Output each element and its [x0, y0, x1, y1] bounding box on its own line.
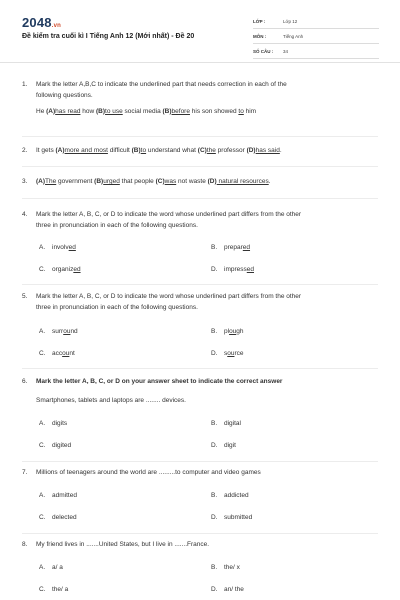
option-text: organiz	[52, 266, 74, 273]
option-letter: A.	[39, 244, 46, 251]
option-a[interactable]	[39, 564, 63, 571]
meta-count-label: SỐ CÂU :	[253, 48, 274, 54]
text: difficult	[107, 147, 132, 154]
question-number: 4.	[22, 211, 28, 218]
option-letter: D.	[211, 266, 218, 273]
underlined-part: to	[238, 108, 244, 115]
option-b[interactable]	[211, 564, 240, 571]
underlined-part: has read	[55, 108, 81, 115]
option-letter: C.	[39, 350, 46, 357]
text: social media	[122, 108, 163, 115]
site-logo[interactable]	[22, 15, 61, 30]
underlined-part: has said	[255, 147, 280, 154]
question-sentence	[36, 177, 378, 188]
meta-class-value: Lớp 12	[283, 18, 298, 24]
underlined-part: ed	[242, 244, 251, 251]
question-instruction: Mark the letter A, B, C, or D to indicate the word whose underlined part differs from the other	[36, 293, 302, 300]
question-instruction: following questions.	[36, 91, 93, 99]
marker: (B)	[162, 108, 172, 115]
question-sentence: Millions of teenagers around the world are .........to computer and video games	[36, 469, 261, 476]
question-number: 6.	[22, 378, 28, 385]
option-text: a/ a	[52, 564, 63, 571]
divider	[22, 461, 378, 462]
question-instruction: Mark the letter A,B,C to indicate the underlined part that needs correction in each of the	[36, 81, 287, 88]
option-b[interactable]	[211, 244, 250, 251]
underlined-part: ed	[73, 266, 81, 273]
text: understand what	[146, 147, 198, 154]
question-number: 1.	[22, 81, 28, 88]
option-d[interactable]	[211, 442, 236, 449]
question-number: 8.	[22, 541, 28, 548]
option-letter: D.	[211, 514, 218, 521]
question-number: 2.	[22, 147, 28, 154]
option-c[interactable]	[39, 350, 75, 357]
option-letter: B.	[211, 492, 218, 499]
underlined-part: to	[140, 147, 147, 154]
question-body	[36, 210, 378, 231]
option-letter: C.	[39, 266, 46, 273]
option-letter: B.	[211, 328, 218, 335]
option-letter: D.	[211, 442, 218, 449]
question-body	[36, 146, 378, 157]
divider	[22, 198, 378, 199]
text: He	[36, 108, 47, 115]
underlined-part: The	[45, 178, 57, 185]
text: government	[56, 178, 95, 185]
underlined-part: natural resources	[216, 178, 269, 185]
question-2	[22, 146, 378, 157]
option-d[interactable]	[211, 266, 254, 273]
underlined-part: ou	[229, 328, 237, 335]
text: him	[243, 108, 257, 115]
option-b[interactable]	[211, 328, 244, 335]
meta-count	[253, 44, 379, 59]
exam-meta	[253, 14, 379, 59]
option-text: addicted	[224, 492, 249, 499]
option-a[interactable]	[39, 244, 76, 251]
question-body	[36, 177, 378, 188]
text: .	[268, 178, 271, 185]
marker: (C)	[155, 178, 165, 185]
option-text: the/ a	[52, 586, 69, 593]
text: professor	[215, 147, 247, 154]
text: .	[279, 147, 282, 154]
divider	[22, 533, 378, 534]
option-d[interactable]	[211, 350, 244, 357]
option-c[interactable]	[39, 586, 68, 593]
question-body	[36, 377, 378, 406]
marker: (A)	[46, 108, 56, 115]
document-title: Đề kiểm tra cuối kì I Tiếng Anh 12 (Mới nhất) - Đề 20	[22, 33, 195, 40]
question-instruction: three in pronunciation in each of the following questions.	[36, 303, 198, 311]
option-letter: A.	[39, 420, 46, 427]
logo-text: 2048	[22, 15, 52, 30]
question-number: 7.	[22, 469, 28, 476]
option-letter: C.	[39, 514, 46, 521]
marker: (D)	[207, 178, 217, 185]
option-text: impress	[224, 266, 247, 273]
option-text: admitted	[52, 492, 77, 499]
question-instruction: Mark the letter A, B, C, or D on your answer sheet to indicate the correct answer	[36, 378, 283, 385]
text: his son showed	[189, 108, 239, 115]
option-letter: A.	[39, 328, 46, 335]
option-a[interactable]	[39, 492, 77, 499]
underlined-part: ou	[227, 350, 235, 357]
question-7	[22, 468, 378, 479]
divider	[22, 166, 378, 167]
option-text: submitted	[224, 514, 253, 521]
divider	[22, 284, 378, 285]
option-text: s	[224, 350, 228, 357]
question-8	[22, 540, 378, 551]
option-text: digital	[224, 420, 241, 427]
option-b[interactable]	[211, 420, 241, 427]
underlined-part: the	[206, 147, 216, 154]
marker: (A)	[55, 147, 65, 154]
option-text: nt	[69, 350, 75, 357]
option-c[interactable]	[39, 442, 71, 449]
option-text: an/ the	[224, 586, 244, 593]
option-letter: A.	[39, 564, 46, 571]
option-b[interactable]	[211, 492, 249, 499]
divider	[22, 368, 378, 369]
option-letter: C.	[39, 586, 46, 593]
question-body	[36, 468, 378, 479]
question-1	[22, 80, 378, 118]
meta-subject-value: Tiếng Anh	[283, 33, 304, 39]
underlined-part: ou	[62, 350, 70, 357]
underlined-part: ed	[246, 266, 254, 273]
option-text: the/ x	[224, 564, 240, 571]
text: that people	[119, 178, 156, 185]
option-letter: B.	[211, 420, 218, 427]
option-text: acc	[52, 350, 63, 357]
meta-subject-label: MÔN :	[253, 33, 267, 39]
underlined-part: before	[171, 108, 190, 115]
question-sentence: Smartphones, tablets and laptops are ........ devices.	[36, 396, 186, 404]
option-letter: C.	[39, 442, 46, 449]
option-letter: D.	[211, 586, 218, 593]
text: It gets	[36, 147, 56, 154]
meta-subject	[253, 29, 379, 44]
underlined-part: ed	[68, 244, 76, 251]
underlined-part: was	[164, 178, 177, 185]
question-instruction: three in pronunciation in each of the following questions.	[36, 221, 198, 229]
option-text: surr	[52, 328, 64, 335]
marker: (B)	[94, 178, 104, 185]
option-d[interactable]	[211, 586, 244, 593]
option-c[interactable]	[39, 514, 77, 521]
option-text: delected	[52, 514, 77, 521]
underlined-part: to use	[105, 108, 123, 115]
option-letter: A.	[39, 492, 46, 499]
underlined-part: ou	[63, 328, 71, 335]
page-header	[0, 0, 400, 63]
question-instruction: Mark the letter A, B, C, or D to indicate the word whose underlined part differs from the other	[36, 211, 302, 218]
option-text: digits	[52, 420, 68, 427]
option-letter: B.	[211, 564, 218, 571]
option-text: digited	[52, 442, 72, 449]
question-3	[22, 177, 378, 188]
option-letter: B.	[211, 244, 218, 251]
option-d[interactable]	[211, 514, 252, 521]
question-body	[36, 292, 378, 313]
option-letter: D.	[211, 350, 218, 357]
text: not waste	[176, 178, 208, 185]
option-a[interactable]	[39, 420, 67, 427]
marker: (A)	[36, 178, 46, 185]
question-5	[22, 292, 378, 313]
underlined-part: urged	[103, 178, 120, 185]
marker: (D)	[246, 147, 256, 154]
question-body	[36, 80, 378, 118]
meta-class	[253, 14, 379, 29]
question-body	[36, 540, 378, 551]
option-text: nd	[70, 328, 78, 335]
underlined-part: more and most	[64, 147, 108, 154]
option-text: digit	[224, 442, 236, 449]
logo-domain: .vn	[51, 23, 62, 29]
option-text: pl	[224, 328, 230, 335]
question-sentence: My friend lives in .......United States, but I live in .......France.	[36, 541, 210, 548]
option-text: rce	[234, 350, 244, 357]
option-text: gh	[236, 328, 244, 335]
question-6	[22, 377, 378, 406]
option-text: involv	[52, 244, 69, 251]
question-sentence	[36, 146, 378, 157]
question-number: 5.	[22, 293, 28, 300]
marker: (B)	[96, 108, 106, 115]
text: how	[80, 108, 96, 115]
meta-count-value: 34	[283, 48, 289, 54]
option-text: prepar	[224, 244, 243, 251]
meta-class-label: LỚP :	[253, 18, 266, 24]
marker: (B)	[131, 147, 141, 154]
question-sentence	[36, 107, 378, 118]
question-number: 3.	[22, 178, 28, 185]
divider	[22, 136, 378, 137]
option-c[interactable]	[39, 266, 81, 273]
question-4	[22, 210, 378, 231]
marker: (C)	[197, 147, 207, 154]
option-a[interactable]	[39, 328, 78, 335]
